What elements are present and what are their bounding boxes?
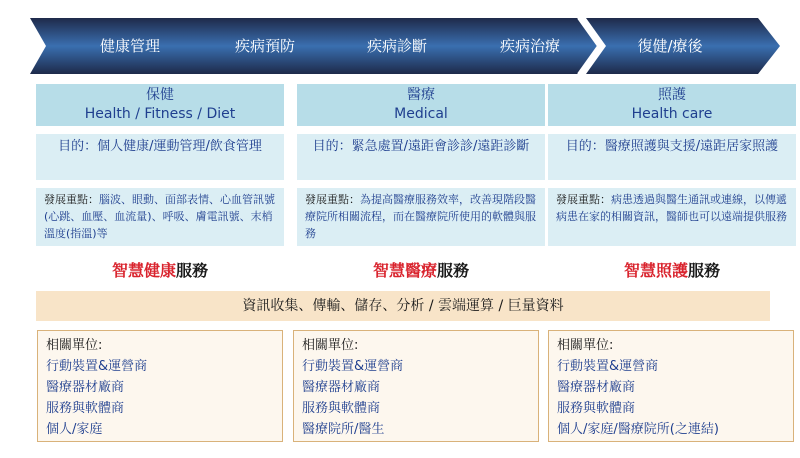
units-box-care <box>548 330 794 442</box>
column-header-health <box>36 84 284 126</box>
stage-disease-diagnosis: 疾病診斷 <box>366 37 427 55</box>
units-box-health <box>37 330 283 442</box>
column-focus-medical <box>297 188 545 246</box>
unit-item: 醫療器材廠商 <box>46 380 125 395</box>
focus-label: 發展重點： <box>44 193 99 206</box>
column-goal-care: 目的：醫療照護與支援/遠距居家照護 <box>548 134 796 180</box>
info-infrastructure-bar: 資訊收集、傳輸、儲存、分析 / 雲端運算 / 巨量資料 <box>36 291 770 321</box>
focus-label: 發展重點： <box>556 193 611 206</box>
service-label-black: 服務 <box>176 261 209 280</box>
unit-item: 醫療院所/醫生 <box>302 422 385 437</box>
service-label-care <box>548 258 796 281</box>
service-label-black: 服務 <box>688 261 721 280</box>
units-header: 相關單位: <box>302 338 359 353</box>
focus-text: 為提高醫療服務效率，改善現階段醫療院所相關流程，而在醫療院所使用的軟體與服務 <box>305 193 536 240</box>
unit-item: 行動裝置&運營商 <box>557 359 659 374</box>
column-focus-care <box>548 188 796 246</box>
unit-item: 服務與軟體商 <box>46 401 125 416</box>
stage-disease-treatment: 疾病治療 <box>499 37 560 55</box>
focus-label: 發展重點： <box>305 193 360 206</box>
unit-item: 服務與軟體商 <box>302 401 381 416</box>
service-label-red: 智慧醫療 <box>372 261 437 280</box>
column-title-zh: 照護 <box>658 87 686 103</box>
service-label-black: 服務 <box>437 261 470 280</box>
column-title-zh: 醫療 <box>407 87 435 103</box>
service-label-red: 智慧照護 <box>623 261 688 280</box>
units-header: 相關單位: <box>46 338 103 353</box>
stage-health-management: 健康管理 <box>99 37 160 55</box>
unit-item: 醫療器材廠商 <box>557 380 636 395</box>
focus-text: 病患透過與醫生通訊或連線，以傳遞病患在家的相關資訊，醫師也可以遠端提供服務 <box>556 193 787 223</box>
unit-item: 醫療器材廠商 <box>302 380 381 395</box>
units-header: 相關單位: <box>557 338 614 353</box>
column-focus-health <box>36 188 284 246</box>
stage-rehab-aftercare: 復健/療後 <box>637 37 703 55</box>
unit-item: 行動裝置&運營商 <box>302 359 404 374</box>
column-title-zh: 保健 <box>146 87 174 103</box>
service-label-red: 智慧健康 <box>111 261 176 280</box>
stage-disease-prevention: 疾病預防 <box>234 37 295 55</box>
column-goal-medical: 目的：緊急處置/遠距會診診/遠距診斷 <box>297 134 545 180</box>
column-header-medical <box>297 84 545 126</box>
service-label-medical <box>297 258 545 281</box>
unit-item: 個人/家庭/醫療院所(之連結) <box>557 422 719 437</box>
unit-item: 行動裝置&運營商 <box>46 359 148 374</box>
column-title-en: Medical <box>394 106 448 122</box>
service-label-health <box>36 258 284 281</box>
column-title-en: Health care <box>631 106 713 122</box>
column-goal-health: 目的：個人健康/運動管理/飲食管理 <box>36 134 284 180</box>
focus-text: 腦波、眼動、面部表情、心血管訊號(心跳、血壓、血流量)、呼吸、膚電訊號、末梢溫度(指溫)等 <box>44 193 275 240</box>
column-title-en: Health / Fitness / Diet <box>84 106 236 122</box>
units-box-medical <box>293 330 539 442</box>
column-header-care <box>548 84 796 126</box>
unit-item: 個人/家庭 <box>46 422 103 437</box>
unit-item: 服務與軟體商 <box>557 401 636 416</box>
